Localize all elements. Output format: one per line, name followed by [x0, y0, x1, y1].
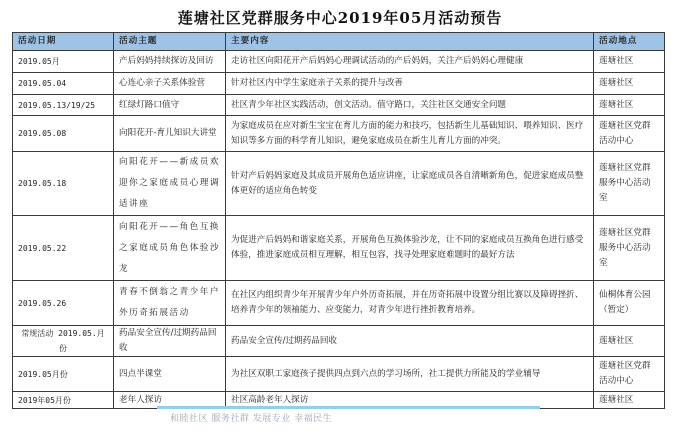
- cell-date: 2019.05.04: [13, 73, 114, 95]
- header-content: 主要内容: [226, 33, 594, 51]
- table-row: [13, 152, 665, 216]
- cell-date: 2019.05.08: [13, 116, 114, 152]
- cell-content: 针对产后妈妈家庭及其成员开展角色适应讲座，让家庭成员各自清晰新角色，促进家庭成员整体更好的适应角色转变: [226, 152, 594, 216]
- cell-date: 2019.05.13/19/25: [13, 95, 114, 116]
- cell-location: 莲塘社区: [594, 392, 665, 409]
- cell-theme: 四点半课堂: [114, 357, 226, 392]
- table-row: [13, 73, 665, 95]
- table-row: [13, 281, 665, 326]
- cell-theme: 产后妈妈持续探访及回访: [114, 51, 226, 73]
- footer-divider: [157, 406, 540, 409]
- header-date: 活动日期: [13, 33, 114, 51]
- cell-location: 莲塘社区: [594, 326, 665, 357]
- cell-content: 针对社区内中学生家庭亲子关系的提升与改善: [226, 73, 594, 95]
- table-row: [13, 95, 665, 116]
- cell-date: 2019.05.22: [13, 216, 114, 281]
- footer-slogan: 和睦社区 服务社群 发展专业 幸福民生: [170, 414, 333, 424]
- cell-date: 常规活动 2019.05.月份: [13, 326, 114, 357]
- header-theme: 活动主题: [114, 33, 226, 51]
- table-row: [13, 51, 665, 73]
- cell-location: 莲塘社区党群服务中心活动室: [594, 152, 665, 216]
- cell-content: 为家庭成员在应对新生宝宝在育儿方面的能力和技巧，包括新生儿基础知识、喂养知识、医疗知识等多方面的科学育儿知识，避免家庭成员在新生儿育儿方面的冲突。: [226, 116, 594, 152]
- cell-date: 2019.05.18: [13, 152, 114, 216]
- cell-theme: 药品安全宣传/过期药品回收: [114, 326, 226, 357]
- page-title: 莲塘社区党群服务中心2019年05月活动预告: [177, 9, 503, 27]
- cell-date: 2019.05.26: [13, 281, 114, 326]
- cell-location: 莲塘社区: [594, 95, 665, 116]
- cell-theme: 向阳花开——新成员欢迎你之家庭成员心理调适讲座: [114, 152, 226, 216]
- cell-theme: 红绿灯路口值守: [114, 95, 226, 116]
- cell-date: 2019.05月份: [13, 357, 114, 392]
- cell-theme: 向阳花开——角色互换之家庭成员角色体验沙龙: [114, 216, 226, 281]
- cell-theme: 老年人探访: [114, 392, 226, 409]
- table-row: [13, 326, 665, 357]
- cell-content: 在社区内组织青少年开展青少年户外历奇拓展，并在历奇拓展中设置分组比赛以及障碍挫折、培养青少年的领袖能力、应变能力，对青少年进行挫折教育培养。: [226, 281, 594, 326]
- cell-content: 为促进产后妈妈和谐家庭关系，开展角色互换体验沙龙，让不同的家庭成员互换角色进行感受体验，推进家庭成员相互理解，相互包容，找寻处理家庭难题时的最好方法: [226, 216, 594, 281]
- cell-content: 社区高龄老年人探访: [226, 392, 594, 409]
- cell-theme: 向阳花开-育儿知识大讲堂: [114, 116, 226, 152]
- cell-location: 莲塘社区党群活动中心: [594, 357, 665, 392]
- cell-location: 莲塘社区: [594, 73, 665, 95]
- cell-location: 莲塘社区: [594, 51, 665, 73]
- table-row: [13, 116, 665, 152]
- table-row: [13, 216, 665, 281]
- cell-date: 2019.05月: [13, 51, 114, 73]
- cell-content: 为社区双职工家庭孩子提供四点到六点的学习场所，社工提供力所能及的学业辅导: [226, 357, 594, 392]
- cell-content: 社区青少年社区实践活动，创文活动。值守路口，关注社区交通安全问题: [226, 95, 594, 116]
- cell-theme: 青春不倒翁之青少年户外历奇拓展活动: [114, 281, 226, 326]
- activity-schedule-table: [12, 32, 665, 409]
- cell-content: 药品安全宣传/过期药品回收: [226, 326, 594, 357]
- cell-theme: 心连心亲子关系体验营: [114, 73, 226, 95]
- cell-location: 莲塘社区党群活动中心: [594, 116, 665, 152]
- cell-date: 2019年05月份: [13, 392, 114, 409]
- cell-location: 莲塘社区党群服务中心活动室: [594, 216, 665, 281]
- cell-location: 仙桐体育公园（暂定）: [594, 281, 665, 326]
- cell-content: 走访社区向阳花开产后妈妈心理调试活动的产后妈妈，关注产后妈妈心理健康: [226, 51, 594, 73]
- table-row: [13, 357, 665, 392]
- table-header-row: [13, 33, 665, 51]
- header-location: 活动地点: [594, 33, 665, 51]
